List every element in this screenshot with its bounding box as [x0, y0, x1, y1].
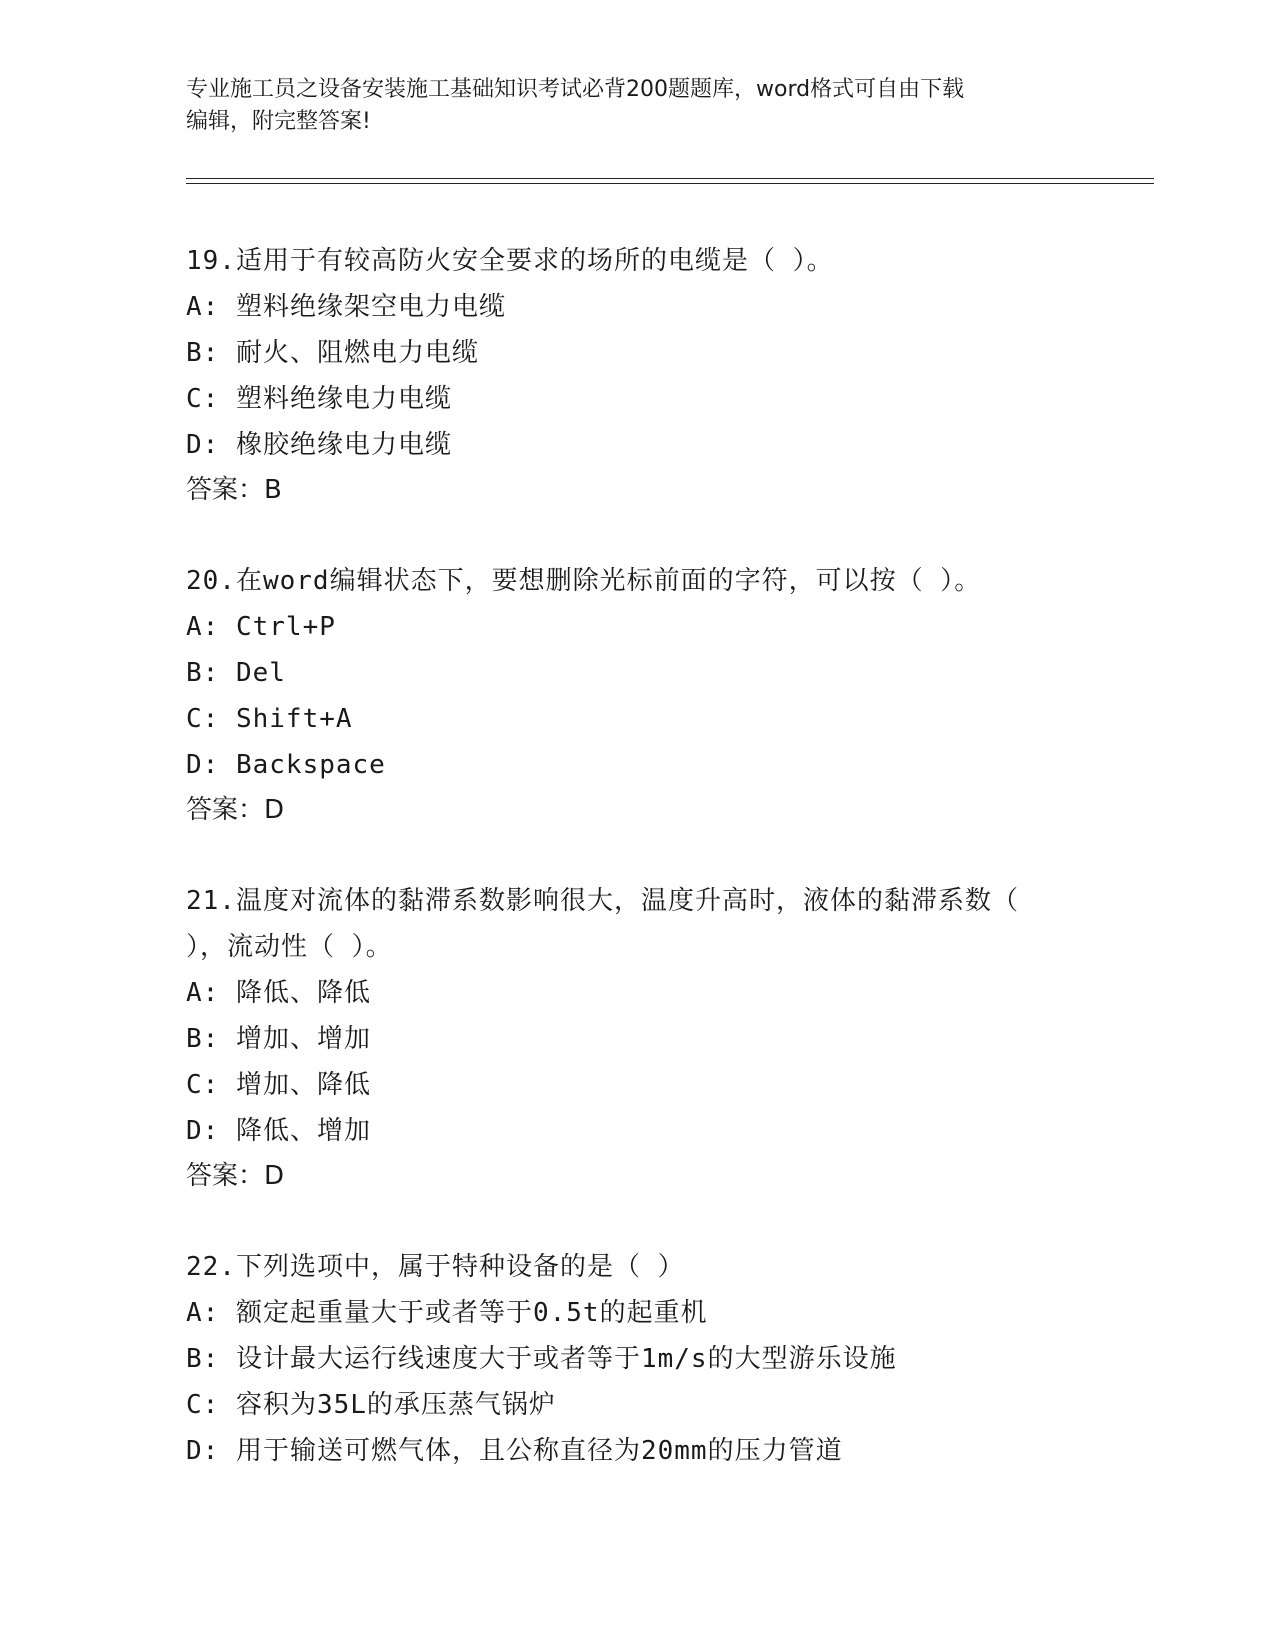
- option-a: A: Ctrl+P: [186, 612, 336, 642]
- option-d: D: Backspace: [186, 750, 386, 780]
- option-c: C: 塑料绝缘电力电缆: [186, 384, 452, 414]
- question-stem: 22.下列选项中，属于特种设备的是（ ）: [186, 1252, 685, 1282]
- answer: 答案：D: [186, 1161, 285, 1191]
- question-21: [186, 878, 1086, 1198]
- option-b: B: Del: [186, 658, 286, 688]
- question-stem-line-1: 21.温度对流体的黏滞系数影响很大，温度升高时，液体的黏滞系数（: [186, 886, 1019, 916]
- option-a: A: 降低、降低: [186, 978, 371, 1008]
- answer: 答案：B: [186, 475, 282, 505]
- header-line-2: 编辑，附完整答案!: [186, 109, 371, 134]
- option-d: D: 降低、增加: [186, 1116, 371, 1146]
- option-c: C: 增加、降低: [186, 1070, 371, 1100]
- option-b: B: 设计最大运行线速度大于或者等于1m/s的大型游乐设施: [186, 1344, 897, 1374]
- answer: 答案：D: [186, 795, 285, 825]
- question-20: [186, 558, 1086, 832]
- header-divider-bottom: [186, 183, 1154, 184]
- option-a: A: 塑料绝缘架空电力电缆: [186, 292, 506, 322]
- document-header: [186, 74, 1086, 138]
- question-19: [186, 238, 1086, 512]
- question-stem: 19.适用于有较高防火安全要求的场所的电缆是（ ）。: [186, 246, 834, 276]
- option-b: B: 增加、增加: [186, 1024, 371, 1054]
- header-divider-top: [186, 178, 1154, 179]
- option-d: D: 用于输送可燃气体，且公称直径为20mm的压力管道: [186, 1436, 843, 1466]
- option-d: D: 橡胶绝缘电力电缆: [186, 430, 452, 460]
- option-a: A: 额定起重量大于或者等于0.5t的起重机: [186, 1298, 708, 1328]
- question-stem: 20.在word编辑状态下，要想删除光标前面的字符，可以按（ ）。: [186, 566, 982, 596]
- question-stem-line-2: ），流动性（ ）。: [186, 932, 393, 962]
- option-b: B: 耐火、阻燃电力电缆: [186, 338, 479, 368]
- option-c: C: 容积为35L的承压蒸气锅炉: [186, 1390, 556, 1420]
- question-22: [186, 1244, 1086, 1474]
- header-line-1: 专业施工员之设备安装施工基础知识考试必背200题题库，word格式可自由下载: [186, 77, 965, 102]
- option-c: C: Shift+A: [186, 704, 353, 734]
